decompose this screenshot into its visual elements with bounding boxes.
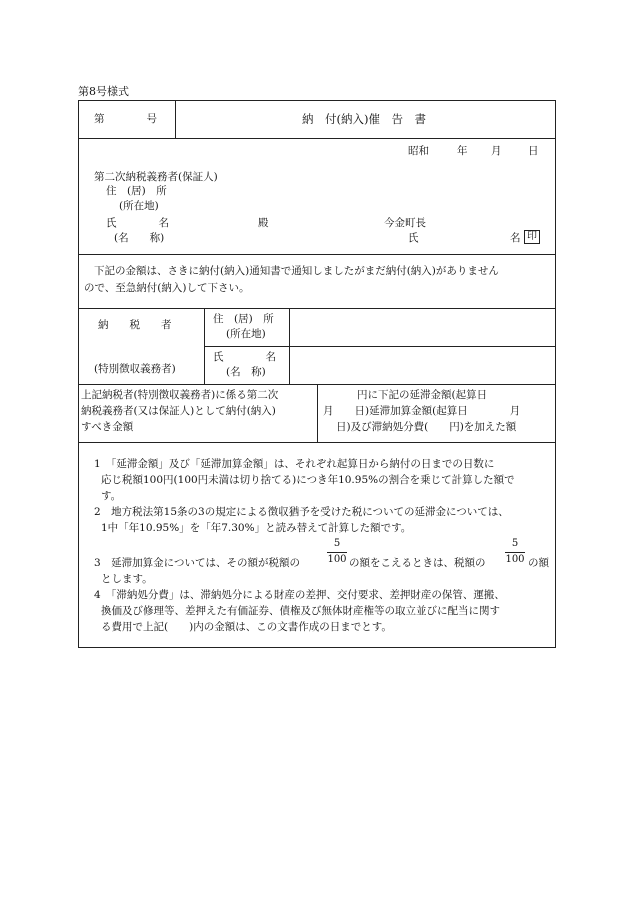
notice-line-1: 下記の金額は、さきに納付(納入)通知書で通知しましたがまだ納付(納入)がありません	[94, 265, 499, 277]
taxpayer-location-label: (所在地)	[226, 328, 266, 340]
note-3-line-2: とします。	[101, 573, 153, 585]
taxpayer-label: 納 税 者	[98, 319, 172, 331]
amount-left-line-2: 納税義務者(又は保証人)として納付(納入)	[81, 405, 276, 417]
amount-left-line-3: すべき金額	[81, 421, 134, 433]
note-1-line-3: す。	[101, 490, 122, 502]
location-label: (所在地)	[119, 200, 159, 212]
fraction-numerator: 5	[511, 538, 519, 549]
divider-notice	[78, 308, 556, 309]
fraction-denominator: 100	[327, 554, 347, 565]
name-sub-label: (名 称)	[114, 232, 165, 244]
date-year: 年	[457, 145, 468, 157]
date-month: 月	[491, 145, 502, 157]
divider-taxpayer-vertical-2	[289, 308, 290, 384]
divider-header-vertical	[175, 100, 176, 138]
divider-header	[78, 138, 556, 139]
note-3-part-2: の額をこえるときは、税額の	[349, 557, 486, 569]
fraction-bar	[505, 552, 525, 553]
taxpayer-name-label: 氏 名	[213, 351, 276, 363]
divider-addressee	[78, 254, 556, 255]
recipient-type: 第二次納税義務者(保証人)	[94, 171, 218, 183]
name-label: 氏 名	[106, 217, 169, 229]
date-day: 日	[528, 145, 539, 157]
note-3-part-3: の額	[528, 557, 549, 569]
taxpayer-address-label: 住 (居) 所	[213, 313, 274, 325]
amount-right-line-1: 円に下記の延滞金額(起算日	[357, 389, 488, 401]
seal-mark: 印	[524, 230, 540, 244]
document-title: 納 付(納入)催 告 書	[302, 112, 426, 126]
amount-left-line-1: 上記納税者(特別徴収義務者)に係る第二次	[81, 389, 279, 401]
divider-amount	[78, 442, 556, 443]
note-4-line-1: 4 「滞納処分費」は、滞納処分による財産の差押、交付要求、差押財産の保管、運搬、	[94, 589, 505, 601]
note-3-part-1: 3 延滞加算金については、その額が税額の	[94, 557, 300, 569]
amount-right-line-2: 月 日)延滞加算金額(起算日 月	[323, 405, 521, 417]
note-4-line-3: る費用で上記( )内の金額は、この文書作成の日までとす。	[101, 621, 392, 633]
date-era: 昭和	[408, 145, 429, 157]
divider-taxpayer-vertical-1	[204, 308, 205, 384]
fraction-numerator: 5	[333, 538, 341, 549]
note-2-line-1: 2 地方税法第15条の3の規定による徴収猶予を受けた税についての延滞金については、	[94, 506, 509, 518]
note-2-line-2: 1中「年10.95%」を「年7.30%」と読み替えて計算した額です。	[101, 522, 412, 534]
address-label: 住 (居) 所	[106, 185, 167, 197]
divider-amount-vertical	[317, 384, 318, 442]
form-number-label: 第8号様式	[78, 85, 129, 98]
note-1-line-2: 応じ税額100円(100円未満は切り捨てる)につき年10.95%の割合を乗じて計算した額で	[101, 474, 515, 486]
fraction-bar	[327, 552, 347, 553]
issuer-given-label: 名	[510, 232, 521, 244]
note-4-line-2: 換価及び修理等、差押えた有価証券、債権及び無体財産権等の取立並びに配当に関す	[101, 605, 500, 617]
taxpayer-name-sub-label: (名 称)	[226, 366, 266, 378]
notice-line-2: ので、至急納付(納入)して下さい。	[84, 282, 250, 294]
fraction-denominator: 100	[505, 554, 525, 565]
issuer-title: 今金町長	[384, 217, 426, 229]
number-label: 第 号	[94, 113, 157, 125]
issuer-family-label: 氏	[408, 232, 419, 244]
fraction-5-over-100-second	[505, 539, 525, 565]
taxpayer-sub-label: (特別徴収義務者)	[94, 363, 176, 375]
honorific: 殿	[258, 217, 269, 229]
divider-taxpayer-inner	[204, 346, 556, 347]
note-1-line-1: 1 「延滞金額」及び「延滞加算金額」は、それぞれ起算日から納付の日までの日数に	[94, 458, 495, 470]
amount-right-line-3: 日)及び滞納処分費( 円)を加えた額	[336, 421, 517, 433]
fraction-5-over-100-first	[327, 539, 347, 565]
